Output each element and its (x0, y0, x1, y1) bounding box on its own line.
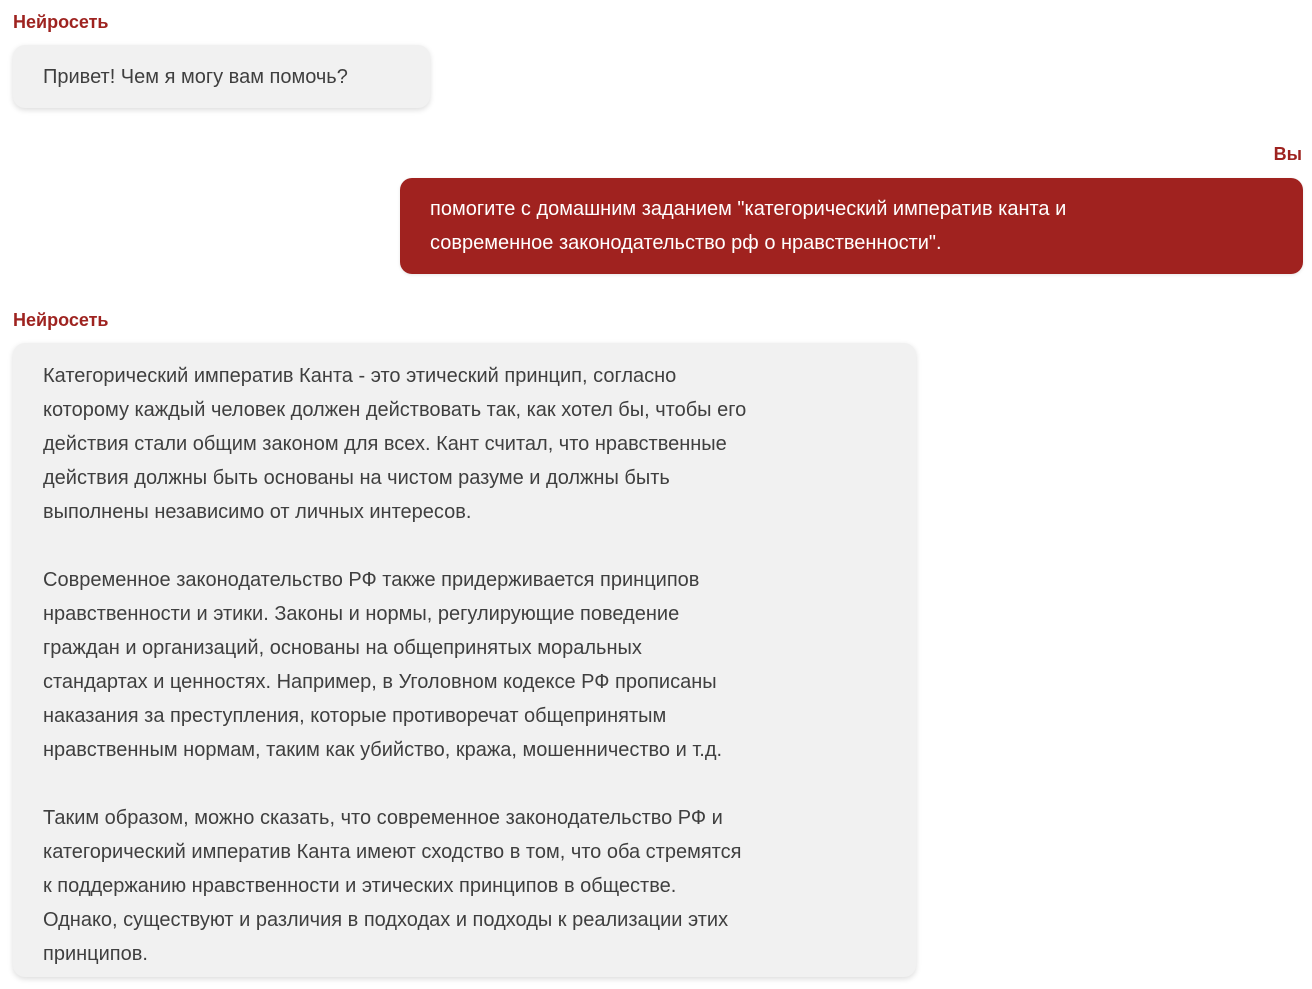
sender-label-bot: Нейросеть (13, 310, 109, 330)
bot-message-bubble (13, 343, 916, 977)
user-message-bubble (400, 178, 1303, 274)
sender-label-bot: Нейросеть (13, 12, 109, 32)
message-paragraph: Категорический императив Канта - это этический принцип, согласно которому каждый человек должен действовать так, как хотел бы, чтобы его действия стали общим законом для всех. Кант считал, что нравственные действия должны быть основаны на чистом разуме и должны быть выполнены независимо от личных интересов. (43, 365, 747, 523)
sender-label-user: Вы (1273, 144, 1302, 164)
bot-message-bubble (13, 45, 430, 108)
message-paragraph: Современное законодательство РФ также придерживается принципов нравственности и этики. Законы и нормы, регулирующие поведение граждан и организаций, основаны на общепринятых моральных стандартах и ценностях. Например, в Уголовном кодексе РФ прописаны наказания за преступления, которые противоречат общепринятым нравственным нормам, таким как убийство, кража, мошенничество и т.д. (43, 569, 723, 761)
message-paragraph: Таким образом, можно сказать, что современное законодательство РФ и категорический императив Канта имеют сходство в том, что оба стремятся к поддержанию нравственности и этических принципов в обществе. Однако, существуют и различия в подходах и подходы к реализации этих принципов. (43, 807, 742, 965)
message-text: Привет! Чем я могу вам помочь? (43, 66, 348, 88)
message-text: помогите с домашним заданием "категорический императив канта и современное законодательство рф о нравственности". (430, 198, 1067, 254)
